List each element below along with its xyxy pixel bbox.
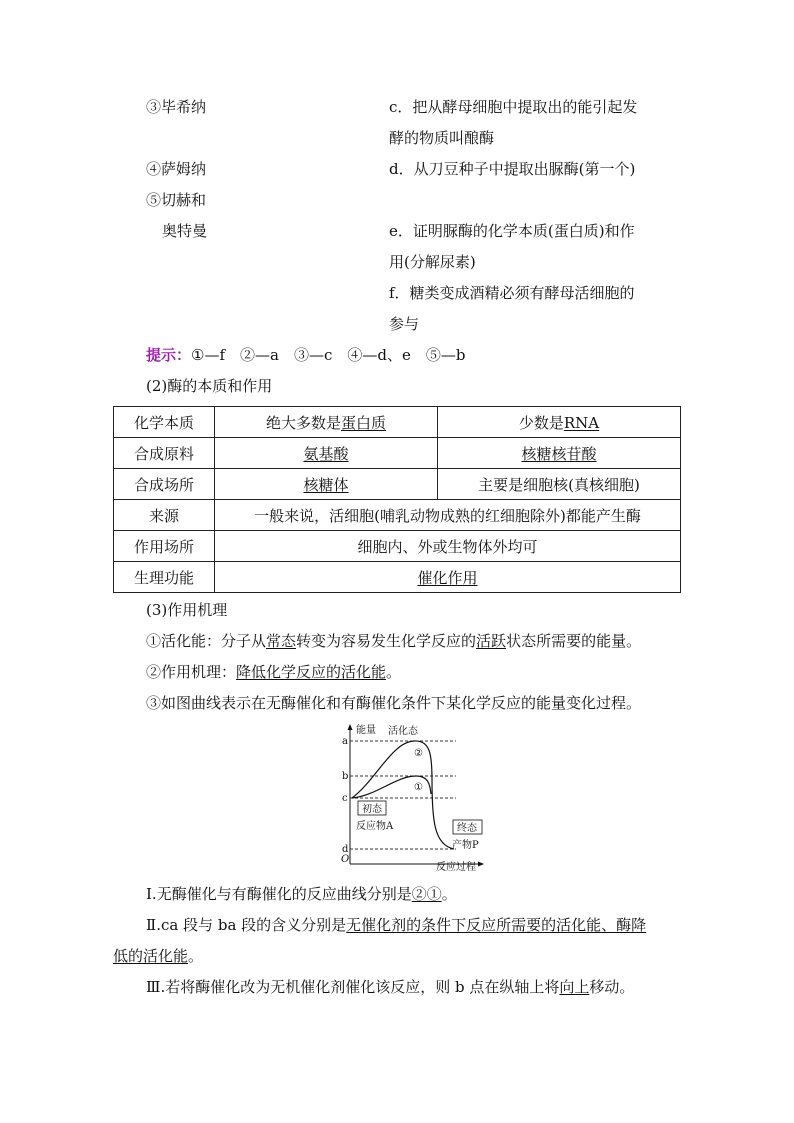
- question-1: Ⅰ.无酶催化与有酶催化的反应曲线分别是②①。: [146, 885, 457, 903]
- hint-text: ①—f ②—a ③—c ④—d、e ⑤—b: [191, 346, 466, 364]
- table-row: [114, 531, 681, 562]
- row-label: 生理功能: [114, 562, 215, 593]
- row-label: 作用场所: [114, 531, 215, 562]
- cell: 催化作用: [215, 562, 681, 593]
- match-left-5b: 奥特曼: [162, 222, 208, 240]
- cell: 细胞内、外或生物体外均可: [215, 531, 681, 562]
- hint-line: [146, 345, 465, 365]
- row-label: 化学本质: [114, 407, 215, 438]
- y-axis-label: 能量: [356, 725, 376, 736]
- tick-d: d: [342, 844, 349, 855]
- table-row: [114, 562, 681, 593]
- cell: 一般来说，活细胞(哺乳动物成熟的红细胞除外)都能产生酶: [215, 500, 681, 531]
- match-right-c1: c．把从酵母细胞中提取出的能引起发: [389, 98, 638, 116]
- cell: 少数是RNA: [438, 407, 681, 438]
- hint-label: 提示：: [146, 346, 192, 364]
- row-label: 来源: [114, 500, 215, 531]
- cell: 核糖核苷酸: [438, 438, 681, 469]
- match-right-e1: e．证明脲酶的化学本质(蛋白质)和作: [389, 222, 635, 240]
- match-right-e2: 用(分解尿素): [389, 253, 476, 271]
- product-label: 产物P: [452, 840, 479, 851]
- question-3: Ⅲ.若将酶催化改为无机催化剂催化该反应，则 b 点在纵轴上将向上移动。: [146, 978, 635, 996]
- section2-heading: (2)酶的本质和作用: [146, 377, 273, 395]
- x-axis-label: 反应过程: [436, 862, 476, 872]
- tick-b: b: [342, 771, 349, 782]
- question-2a: Ⅱ.ca 段与 ba 段的含义分别是无催化剂的条件下反应所需要的活化能、酶降: [146, 916, 647, 934]
- final-state-label: 终态: [457, 823, 477, 834]
- activated-state-label: 活化态: [388, 726, 418, 737]
- cell: 氨基酸: [215, 438, 438, 469]
- tick-a: a: [342, 736, 348, 747]
- section3-heading: (3)作用机理: [146, 601, 228, 619]
- match-left-3: ③毕希纳: [146, 98, 207, 116]
- match-right-f2: 参与: [389, 315, 420, 333]
- row-label: 合成场所: [114, 469, 215, 500]
- cell: 主要是细胞核(真核细胞): [438, 469, 681, 500]
- match-right-f1: f．糖类变成酒精必须有酵母活细胞的: [389, 284, 635, 302]
- energy-diagram: [336, 720, 486, 872]
- section3-item2: ②作用机理：降低化学反应的活化能。: [146, 663, 402, 681]
- match-left-5a: ⑤切赫和: [146, 191, 207, 209]
- x-axis-arrow: [478, 862, 484, 867]
- y-axis-arrow: [348, 724, 353, 730]
- question-2b: 低的活化能。: [113, 947, 204, 965]
- table-row: [114, 407, 681, 438]
- initial-state-label: 初态: [362, 804, 382, 815]
- table-row: [114, 500, 681, 531]
- origin-label: O: [341, 854, 350, 865]
- tick-c: c: [342, 793, 348, 804]
- row-label: 合成原料: [114, 438, 215, 469]
- match-left-4: ④萨姆纳: [146, 160, 207, 178]
- match-right-c2: 酵的物质叫酿酶: [389, 129, 495, 147]
- enzyme-nature-table: [113, 406, 681, 593]
- table-row: [114, 469, 681, 500]
- section3-item1: ①活化能：分子从常态转变为容易发生化学反应的活跃状态所需要的能量。: [146, 632, 642, 650]
- cell: 核糖体: [215, 469, 438, 500]
- section3-item3: ③如图曲线表示在无酶催化和有酶催化条件下某化学反应的能量变化过程。: [146, 694, 642, 712]
- cell: 绝大多数是蛋白质: [215, 407, 438, 438]
- reactant-label: 反应物A: [356, 821, 394, 832]
- curve1-label: ①: [414, 782, 423, 793]
- curve2-label: ②: [414, 748, 423, 759]
- match-right-d: d．从刀豆种子中提取出脲酶(第一个): [389, 160, 636, 178]
- table-row: [114, 438, 681, 469]
